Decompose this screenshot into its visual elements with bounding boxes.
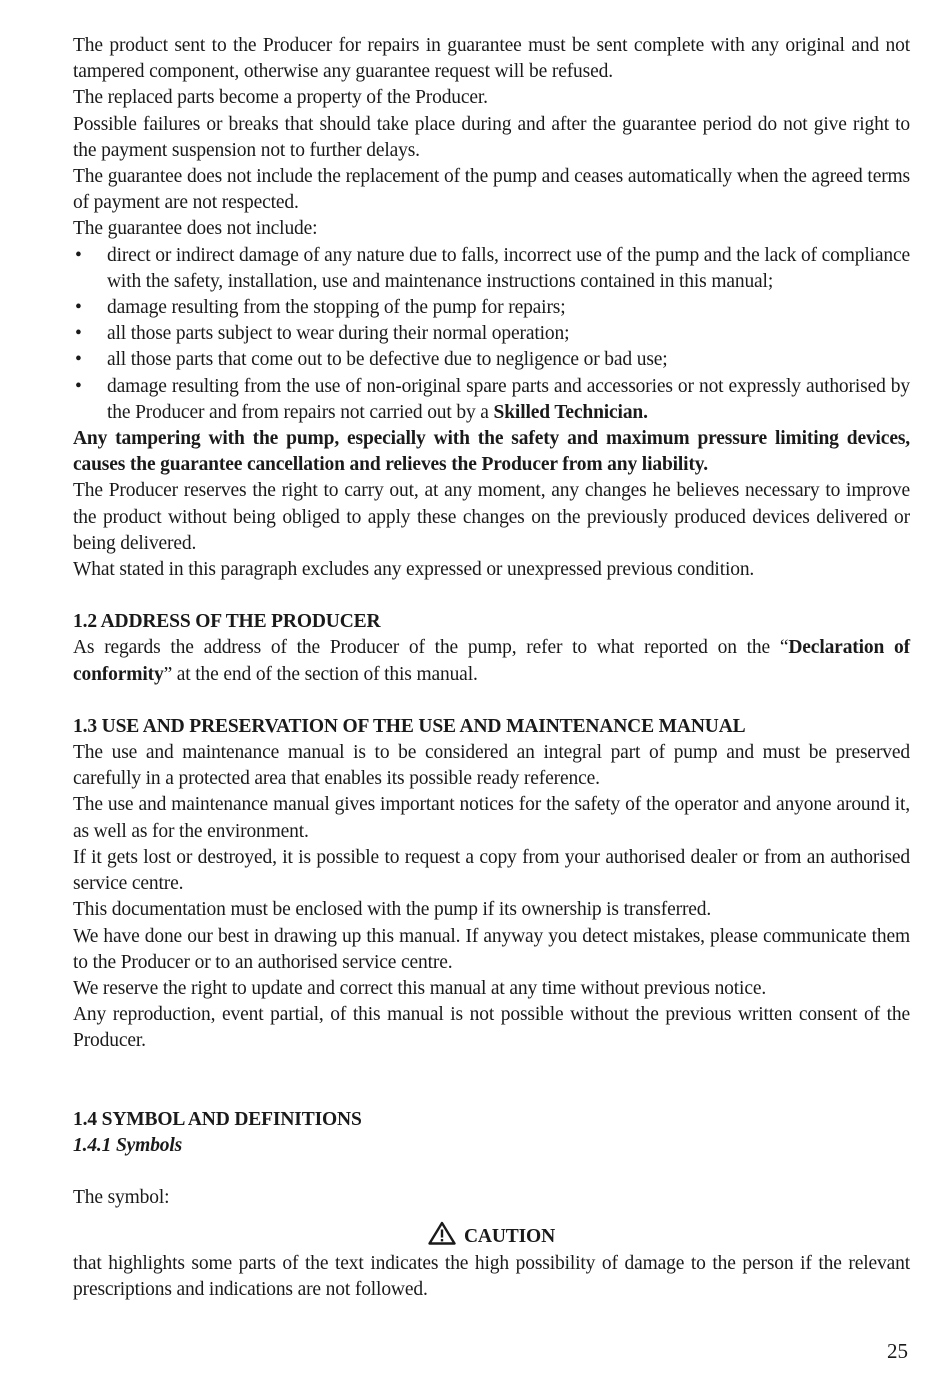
- spacer: [73, 1055, 910, 1107]
- page-number: 25: [887, 1339, 908, 1363]
- caution-text-label: CAUTION: [463, 1226, 556, 1248]
- section-heading-1-2: 1.2 ADDRESS OF THE PRODUCER: [73, 611, 381, 633]
- skilled-technician-term: Skilled Technician.: [493, 401, 648, 423]
- section-heading-1-4: 1.4 SYMBOL AND DEFINITIONS: [73, 1108, 362, 1130]
- manual-paragraph: We reserve the right to update and correct this manual at any time without previous notice.: [73, 977, 767, 999]
- symbol-intro-text: The symbol:: [73, 1186, 170, 1208]
- intro-paragraph-7: What stated in this paragraph excludes any expressed or unexpressed previous condition.: [73, 559, 755, 581]
- intro-paragraph-5: The guarantee does not include:: [73, 218, 318, 240]
- intro-paragraph-3: Possible failures or breaks that should take place during and after the guarantee period do not give right to the payment suspension not to further delays.: [73, 113, 910, 161]
- bullet-icon: •: [75, 375, 82, 397]
- section-heading-1-3: 1.3 USE AND PRESERVATION OF THE USE AND MAINTENANCE MANUAL: [73, 715, 746, 737]
- caution-label: [73, 1221, 910, 1251]
- spacer: [73, 1159, 910, 1185]
- intro-paragraph-1: The product sent to the Producer for repairs in guarantee must be sent complete with any original and not tampered component, otherwise any guarantee request will be refused.: [73, 35, 910, 83]
- list-item-text: direct or indirect damage of any nature due to falls, incorrect use of the pump and the lack of compliance with the safety, installation, use and maintenance instructions contained in this manual;: [107, 244, 910, 292]
- tampering-warning: Any tampering with the pump, especially with the safety and maximum pressure limiting devices, causes the guarantee cancellation and relieves the Producer from any liability.: [73, 428, 910, 476]
- list-item-text: all those parts subject to wear during their normal operation;: [107, 323, 570, 345]
- list-item: [73, 295, 910, 321]
- manual-paragraph: The use and maintenance manual is to be considered an integral part of pump and must be preserved carefully in a protected area that enables its possible ready reference.: [73, 742, 910, 790]
- bullet-icon: •: [75, 323, 82, 345]
- spacer: [73, 583, 910, 609]
- list-item: [73, 347, 910, 373]
- warning-triangle-icon: [428, 1221, 456, 1245]
- list-item-text: damage resulting from the stopping of the pump for repairs;: [107, 297, 566, 319]
- manual-paragraph: This documentation must be enclosed with the pump if its ownership is transferred.: [73, 899, 712, 921]
- list-item-text: all those parts that come out to be defective due to negligence or bad use;: [107, 349, 668, 371]
- intro-paragraph-4: The guarantee does not include the replacement of the pump and ceases automatically when the agreed terms of payment are not respected.: [73, 166, 910, 214]
- manual-paragraph: If it gets lost or destroyed, it is possible to request a copy from your authorised dealer or from an authorised service centre.: [73, 846, 910, 895]
- intro-paragraph-6: The Producer reserves the right to carry out, at any moment, any changes he believes necessary to improve the product without being obliged to apply these changes on the previously produced devices delivered or being delivered.: [73, 480, 910, 554]
- producer-address-text-end: ” at the end of the section of this manual.: [163, 663, 478, 685]
- list-item: [73, 321, 910, 347]
- list-item: [73, 374, 910, 426]
- intro-paragraph-2: The replaced parts become a property of the Producer.: [73, 87, 488, 109]
- subsection-heading-1-4-1: 1.4.1 Symbols: [73, 1134, 183, 1156]
- manual-paragraph: We have done our best in drawing up this manual. If anyway you detect mistakes, please communicate them to the Producer or to an authorised service centre.: [73, 925, 910, 973]
- bullet-icon: •: [75, 244, 82, 266]
- caution-description: that highlights some parts of the text indicates the high possibility of damage to the person if the relevant prescriptions and indications are not followed.: [73, 1253, 910, 1301]
- manual-paragraph: The use and maintenance manual gives important notices for the safety of the operator and anyone around it, as well as for the environment.: [73, 794, 910, 842]
- manual-paragraph: Any reproduction, event partial, of this manual is not possible without the previous written consent of the Producer.: [73, 1004, 910, 1052]
- declaration-of-conformity-term: Declaration of conformity: [73, 637, 910, 685]
- bullet-icon: •: [75, 349, 82, 371]
- producer-address-text: [73, 635, 910, 687]
- producer-address-text-start: As regards the address of the Producer of the pump, refer to what reported on the “: [73, 637, 789, 659]
- manual-page-content: [73, 33, 910, 1304]
- bullet-icon: •: [75, 297, 82, 319]
- list-item-text: damage resulting from the use of non-original spare parts and accessories or not expressly authorised by the Producer and from repairs not carried out by a: [107, 375, 910, 423]
- exclusions-list: [73, 243, 910, 426]
- list-item: [73, 243, 910, 295]
- spacer: [73, 688, 910, 714]
